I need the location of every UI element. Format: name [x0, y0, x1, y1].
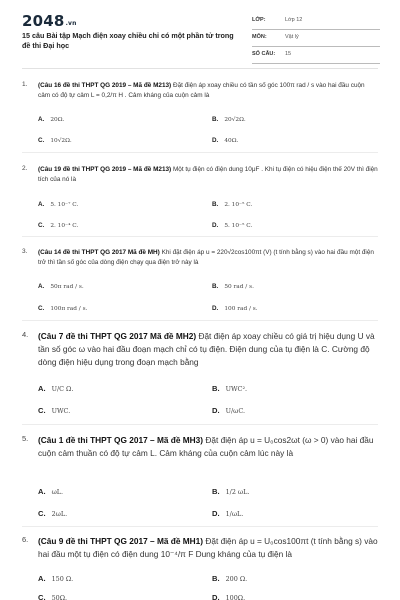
option-letter: A.: [38, 201, 45, 208]
option-value: 2. 10⁻⁴ C.: [50, 223, 79, 229]
document-header: [0, 0, 400, 68]
question-source: (Câu 14 đề thi THPT QG 2017 Mã đề MH): [38, 249, 160, 256]
logo-text: 2048: [22, 12, 65, 30]
option-letter: D.: [212, 509, 220, 518]
option-value: 50Ω.: [51, 594, 68, 600]
option-a[interactable]: [38, 283, 84, 290]
question-number: 6.: [22, 535, 29, 544]
option-letter: C.: [38, 305, 45, 312]
option-d[interactable]: [212, 406, 245, 415]
option-letter: A.: [38, 574, 46, 583]
option-value: 2. 10⁻⁵ C.: [224, 202, 253, 208]
option-letter: B.: [212, 201, 219, 208]
meta-value: 15: [285, 51, 292, 57]
option-d[interactable]: [212, 137, 238, 144]
question-source: (Câu 19 đề thi THPT QG 2019 – Mã đề M213): [38, 166, 172, 173]
question-number: 3.: [22, 248, 28, 255]
question-number: 5.: [22, 434, 29, 443]
option-value: U/C Ω.: [51, 385, 74, 393]
option-d[interactable]: [212, 222, 252, 229]
question-body: Khi đặt điện áp u = 220√2cos100πt (V) (t tính bằng s) vào hai đầu một điện trở thì tần số góc của dòng điện chạy qua điện trở này là: [38, 249, 374, 266]
option-a[interactable]: [38, 116, 64, 123]
option-c[interactable]: [38, 305, 87, 312]
option-b[interactable]: [212, 574, 247, 583]
option-letter: A.: [38, 283, 45, 290]
option-letter: A.: [38, 384, 46, 393]
logo-suffix: .vn: [65, 20, 77, 27]
option-value: 100Ω.: [225, 594, 246, 600]
option-value: ωL.: [51, 488, 64, 496]
meta-value: Lớp 12: [285, 17, 303, 23]
meta-key: SỐ CÂU:: [252, 51, 276, 57]
question-body: Một tụ điện có điện dung 10μF . Khi tụ điện có hiệu điện thế 20V thì điện tích của nó là: [38, 166, 378, 183]
option-b[interactable]: [212, 201, 252, 208]
option-letter: B.: [212, 283, 219, 290]
site-logo[interactable]: [22, 12, 77, 30]
option-c[interactable]: [38, 509, 67, 518]
option-value: 40Ω.: [224, 138, 239, 144]
option-value: 200 Ω.: [225, 575, 248, 583]
option-value: 5. 10⁻⁵ C.: [224, 223, 253, 229]
option-letter: B.: [212, 384, 220, 393]
option-value: 10√2Ω.: [50, 138, 72, 144]
option-letter: D.: [212, 305, 219, 312]
question-source: (Câu 7 đề thi THPT QG 2017 Mã đề MH2): [38, 331, 197, 341]
option-value: 50 rad / s.: [224, 284, 254, 290]
option-d[interactable]: [212, 305, 258, 312]
question-separator: [22, 320, 378, 321]
option-letter: A.: [38, 487, 46, 496]
option-letter: C.: [38, 509, 46, 518]
header-divider: [22, 68, 378, 69]
option-a[interactable]: [38, 201, 78, 208]
question-separator: [22, 526, 378, 527]
meta-key: LỚP:: [252, 17, 266, 23]
meta-row-class: [252, 13, 380, 30]
option-value: 20Ω.: [50, 117, 65, 123]
question-body: Đặt điện áp xoay chiều có giá trị hiệu dụng U và tần số góc ω vào hai đầu đoạn mạch chỉ có tụ điện. Điện dung của tụ điện là C. Cường độ dòng điện hiệu dụng trong đoạn mạch bằng: [38, 331, 375, 367]
question-separator: [22, 424, 378, 425]
option-value: 150 Ω.: [51, 575, 74, 583]
option-b[interactable]: [212, 116, 246, 123]
option-letter: D.: [212, 593, 220, 600]
option-value: 2ωL.: [51, 510, 68, 518]
option-d[interactable]: [212, 509, 243, 518]
option-b[interactable]: [212, 487, 249, 496]
question-source: (Câu 9 đề thi THPT QG 2017 – Mã đề MH1): [38, 536, 204, 546]
option-value: UWC.: [51, 407, 71, 415]
meta-row-count: [252, 47, 380, 64]
question-text: [38, 535, 378, 561]
option-value: 1/ωL.: [225, 510, 244, 518]
option-c[interactable]: [38, 593, 67, 600]
option-letter: B.: [212, 116, 219, 123]
option-letter: D.: [212, 406, 220, 415]
option-letter: A.: [38, 116, 45, 123]
question-text: [38, 165, 378, 185]
option-value: 20√2Ω.: [224, 117, 246, 123]
option-b[interactable]: [212, 384, 247, 393]
option-letter: C.: [38, 222, 45, 229]
question-text: [38, 434, 378, 460]
option-value: UWC².: [225, 385, 248, 393]
question-text: [38, 81, 378, 101]
option-a[interactable]: [38, 384, 73, 393]
option-d[interactable]: [212, 593, 245, 600]
option-c[interactable]: [38, 406, 70, 415]
option-letter: C.: [38, 137, 45, 144]
option-letter: C.: [38, 406, 46, 415]
option-value: 50π rad / s.: [50, 284, 84, 290]
option-c[interactable]: [38, 222, 78, 229]
question-body: Đặt điện áp u = U₀cos100πt (t tính bằng s) vào hai đầu một tụ điện có điện dung 10⁻⁴/π F Dung kháng của tụ điện là: [38, 536, 378, 559]
question-number: 1.: [22, 81, 28, 88]
document-title: 15 câu Bài tập Mạch điện xoay chiều chỉ có một phần tử trong đề thi Đại học: [22, 31, 234, 50]
option-letter: D.: [212, 222, 219, 229]
question-separator: [22, 152, 378, 153]
option-value: 5. 10⁻⁷ C.: [50, 202, 79, 208]
option-letter: B.: [212, 487, 220, 496]
option-b[interactable]: [212, 283, 254, 290]
question-number: 4.: [22, 330, 29, 339]
meta-key: MÔN:: [252, 34, 267, 40]
option-value: 100π rad / s.: [50, 306, 88, 312]
meta-value: Vật lý: [285, 34, 299, 40]
option-a[interactable]: [38, 487, 63, 496]
question-body: Đặt điện áp xoay chiều có tần số góc 100π rad / s vào hai đầu cuộn cảm có độ tự cảm L = 0,2/π H . Cảm kháng của cuộn cảm là: [38, 82, 365, 99]
option-letter: C.: [38, 593, 46, 600]
option-a[interactable]: [38, 574, 73, 583]
question-source: (Câu 16 đề thi THPT QG 2019 – Mã đề M213): [38, 82, 172, 89]
question-number: 2.: [22, 165, 28, 172]
question-separator: [22, 236, 378, 237]
document-meta: [252, 13, 380, 64]
meta-row-subject: [252, 30, 380, 47]
question-text: [38, 330, 378, 369]
option-value: 1/2 ωL.: [225, 488, 250, 496]
option-letter: D.: [212, 137, 219, 144]
question-text: [38, 248, 378, 268]
option-letter: B.: [212, 574, 220, 583]
option-value: U/ωC.: [225, 407, 246, 415]
option-value: 100 rad / s.: [224, 306, 258, 312]
option-c[interactable]: [38, 137, 72, 144]
question-source: (Câu 1 đề thi THPT QG 2017 – Mã đề MH3): [38, 435, 204, 445]
question-body: Đặt điện áp u = U₀cos2ωt (ω > 0) vào hai đầu cuộn cảm thuần có độ tự cảm L. Cảm kháng của cuộn cảm lúc này là: [38, 435, 374, 458]
